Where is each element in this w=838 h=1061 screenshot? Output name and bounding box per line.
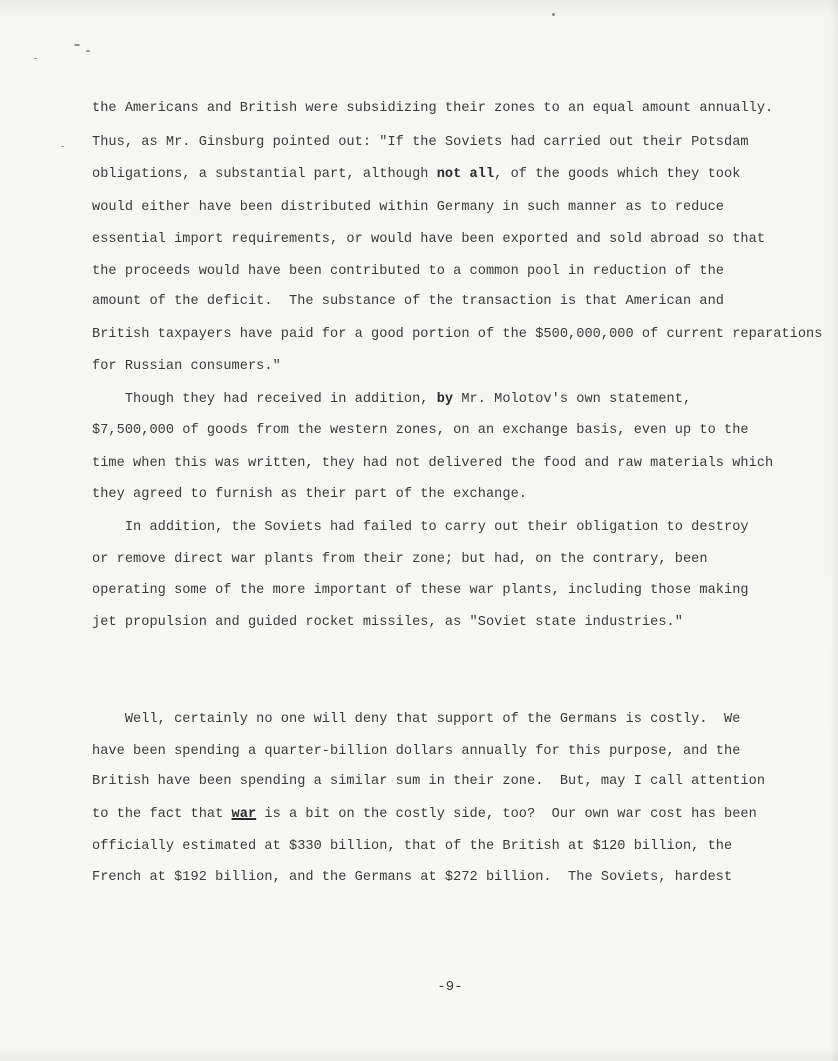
scan-shadow-bottom xyxy=(0,1047,838,1061)
text-line: Though they had received in addition, by Mr. Molotov's own statement, xyxy=(92,392,692,407)
emphasis-text: not all xyxy=(436,167,495,182)
text-line: officially estimated at $330 billion, that of the British at $120 billion, the xyxy=(92,839,733,854)
text-line: obligations, a substantial part, although not all, of the goods which they took xyxy=(92,167,741,182)
text-line: Well, certainly no one will deny that support of the Germans is costly. We xyxy=(92,712,741,727)
text-line: jet propulsion and guided rocket missiles, as "Soviet state industries." xyxy=(92,615,683,630)
scan-shadow-right xyxy=(830,0,838,1061)
scan-speck xyxy=(552,13,555,16)
text-line: to the fact that war is a bit on the costly side, too? Our own war cost has been xyxy=(92,807,757,822)
text-line: amount of the deficit. The substance of the transaction is that American and xyxy=(92,294,724,309)
text-line: time when this was written, they had not delivered the food and raw materials which xyxy=(92,456,774,471)
text-line: British have been spending a similar sum in their zone. But, may I call attention xyxy=(92,774,766,789)
text-line: Thus, as Mr. Ginsburg pointed out: "If the Soviets had carried out their Potsdam xyxy=(92,135,749,150)
page-number: -9- xyxy=(437,979,463,995)
text-line: or remove direct war plants from their zone; but had, on the contrary, been xyxy=(92,552,708,567)
text-line: French at $192 billion, and the Germans at $272 billion. The Soviets, hardest xyxy=(92,870,733,885)
text-line: the Americans and British were subsidizing their zones to an equal amount annually. xyxy=(92,101,774,116)
emphasis-text: by xyxy=(436,392,454,407)
text-line: British taxpayers have paid for a good portion of the $500,000,000 of current reparations xyxy=(92,327,823,342)
text-line: have been spending a quarter-billion dollars annually for this purpose, and the xyxy=(92,744,741,759)
text-line: operating some of the more important of these war plants, including those making xyxy=(92,583,749,598)
text-line: $7,500,000 of goods from the western zones, on an exchange basis, even up to the xyxy=(92,423,749,438)
text-line: In addition, the Soviets had failed to carry out their obligation to destroy xyxy=(92,520,749,535)
text-line: would either have been distributed within Germany in such manner as to reduce xyxy=(92,200,724,215)
scan-speck xyxy=(86,50,90,52)
text-line: essential import requirements, or would have been exported and sold abroad so that xyxy=(92,232,766,247)
text-line: they agreed to furnish as their part of the exchange. xyxy=(92,487,528,502)
scan-speck xyxy=(61,146,64,147)
text-line: the proceeds would have been contributed to a common pool in reduction of the xyxy=(92,264,724,279)
emphasis-text: war xyxy=(231,807,257,822)
scan-speck xyxy=(34,58,37,59)
scan-speck xyxy=(74,44,80,46)
text-line: for Russian consumers." xyxy=(92,359,281,374)
